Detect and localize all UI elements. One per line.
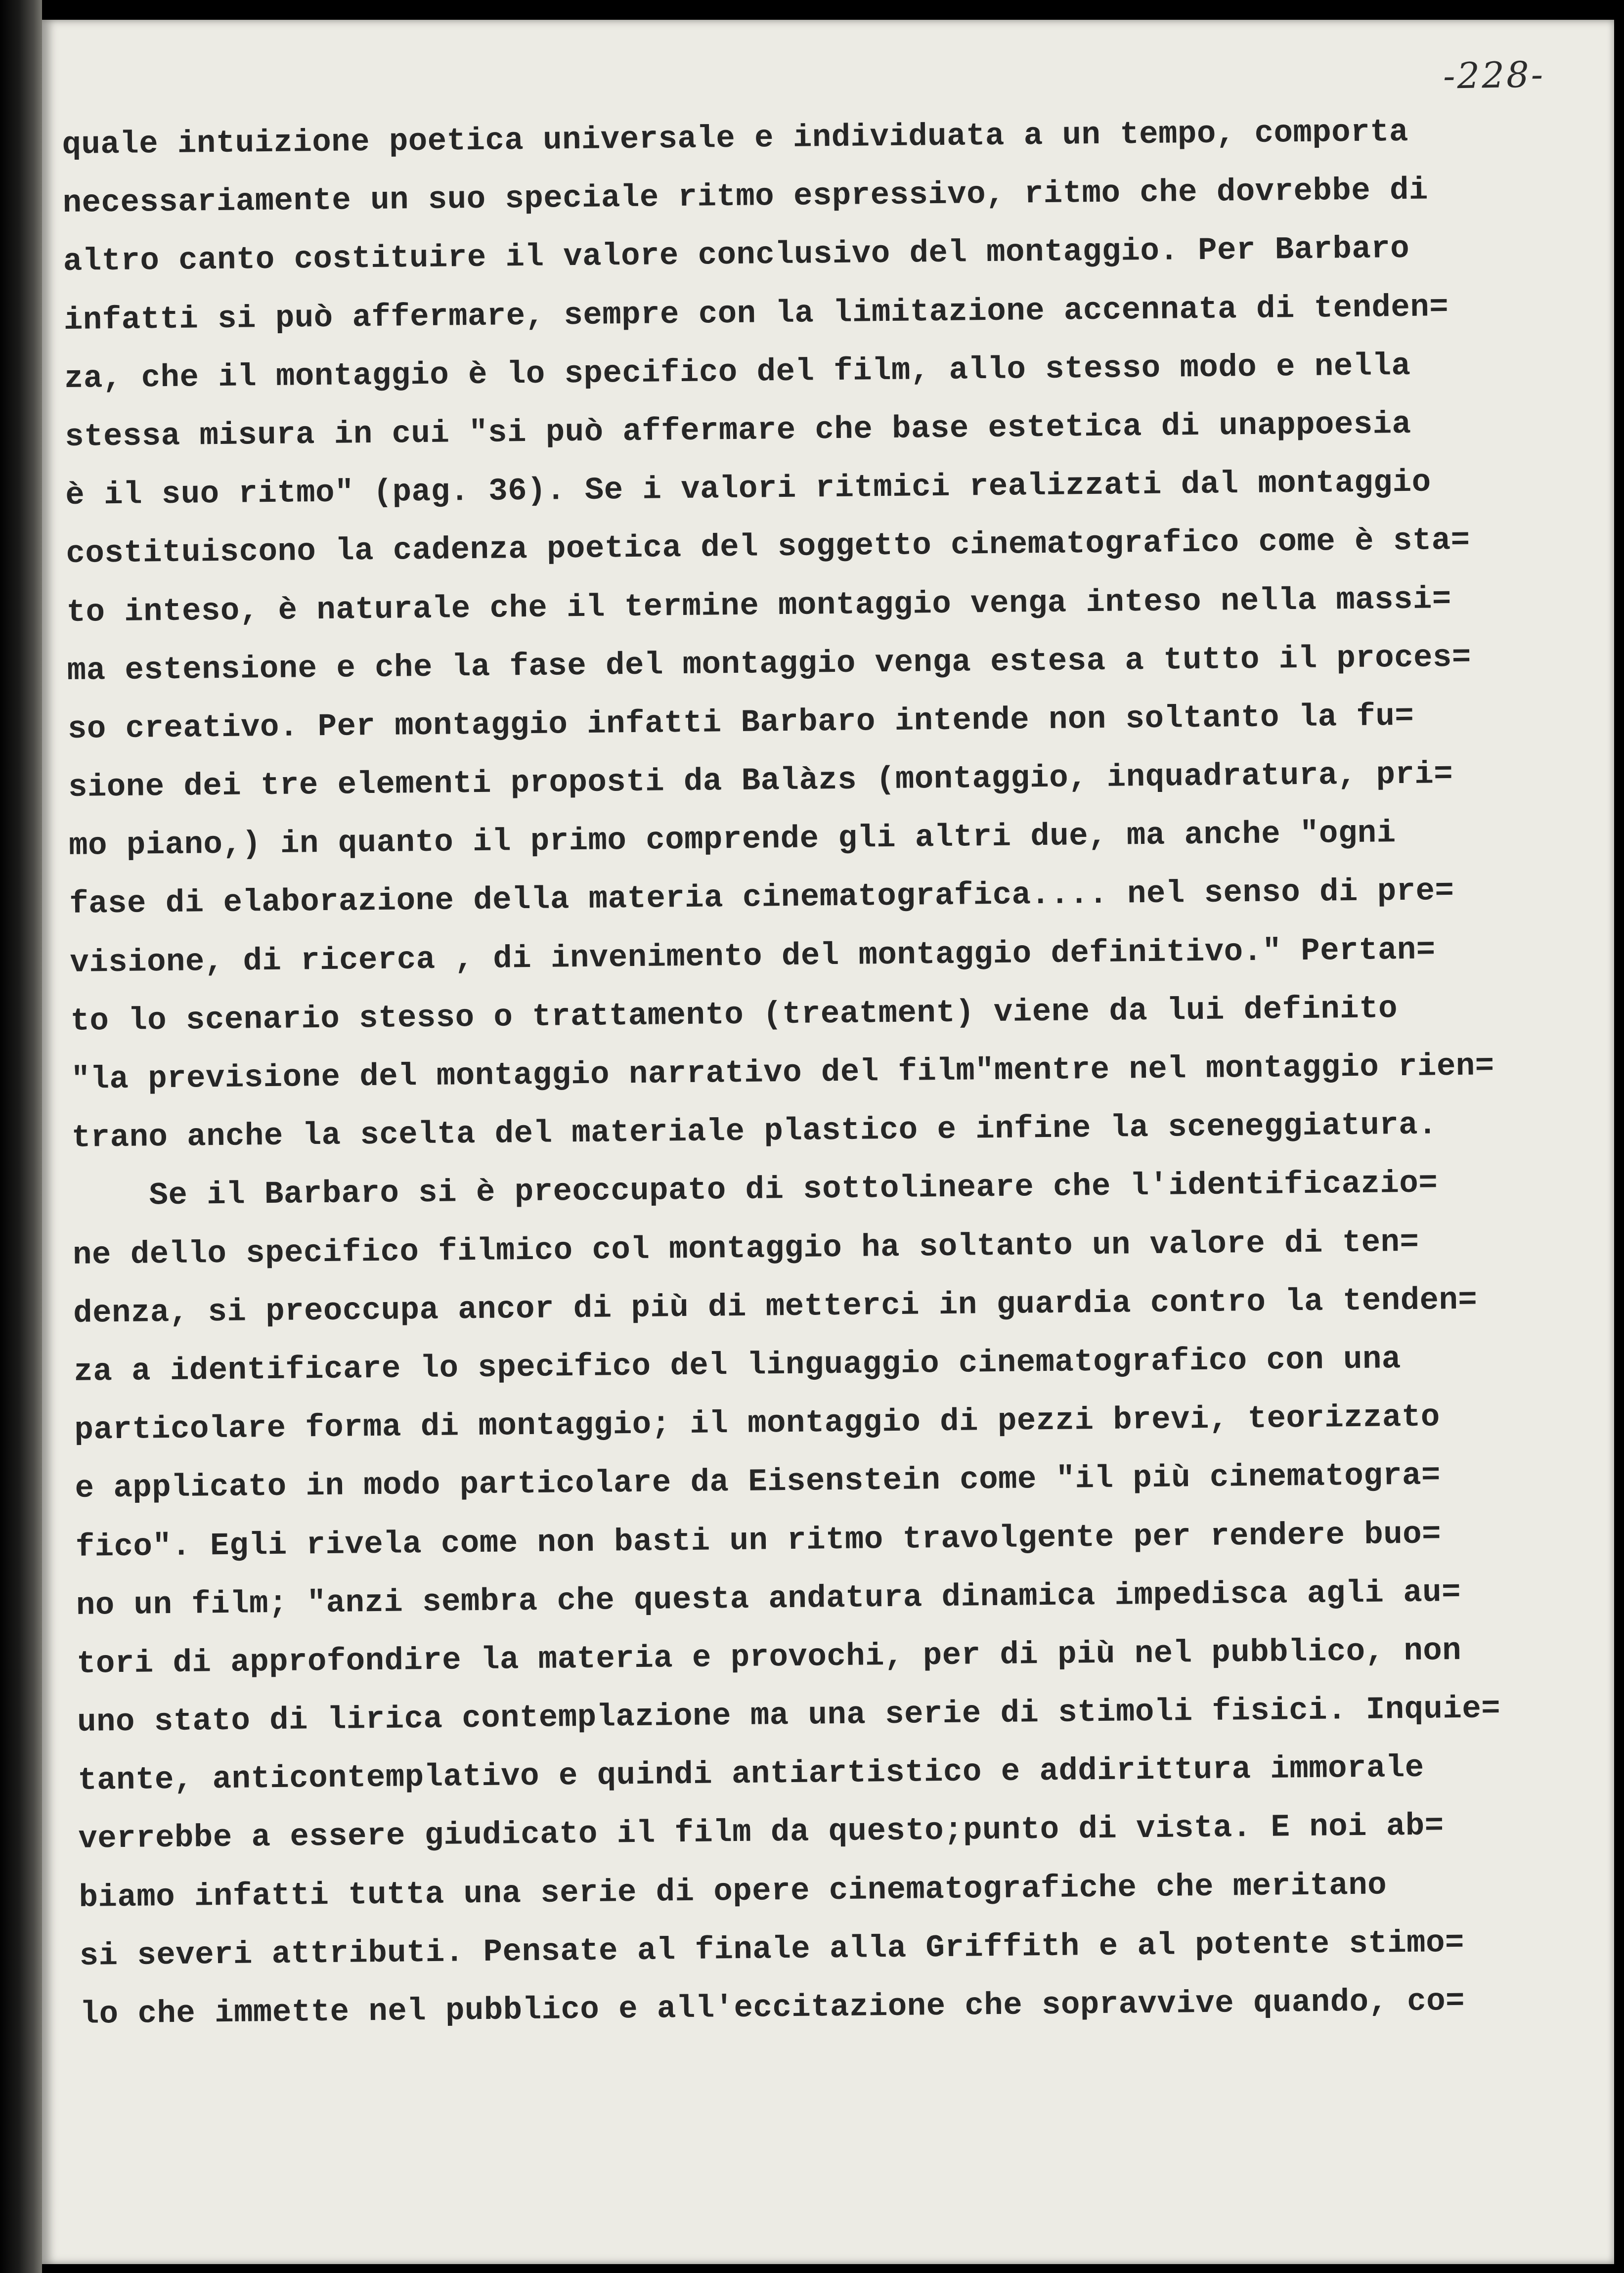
text-line: "la previsione del montaggio narrativo del film"mentre nel montaggio rien=	[71, 1049, 1494, 1098]
text-line: verrebbe a essere giudicato il film da questo;punto di vista. E noi ab=	[78, 1808, 1445, 1858]
text-line: tante, anticontemplativo e quindi antiartistico e addirittura immorale	[77, 1750, 1424, 1799]
text-line: necessariamente un suo speciale ritmo espressivo, ritmo che dovrebbe di	[62, 173, 1429, 222]
binding-edge	[0, 0, 42, 2273]
text-line: mo piano,) in quanto il primo comprende gli altri due, ma anche "ogni	[68, 816, 1396, 865]
text-line: infatti si può affermare, sempre con la limitazione accennata di tenden=	[63, 289, 1449, 339]
text-line: so creativo. Per montaggio infatti Barbaro intende non soltanto la fu=	[67, 699, 1414, 747]
text-line: trano anche la scelta del materiale plastico e infine la sceneggiatura.	[71, 1107, 1438, 1157]
text-line: costituiscono la cadenza poetica del soggetto cinematografico come è sta=	[66, 523, 1470, 572]
text-line: fase di elaborazione della materia cinematografica.... nel senso di pre=	[69, 874, 1454, 923]
text-line: to lo scenario stesso o trattamento (treatment) viene da lui definito	[70, 991, 1398, 1040]
text-line: lo che immette nel pubblico e all'eccitazione che sopravvive quando, co=	[80, 1983, 1465, 2033]
text-line: quale intuizione poetica universale e individuata a un tempo, comporta	[62, 114, 1409, 163]
text-line: to inteso, è naturale che il termine montaggio venga inteso nella massi=	[66, 581, 1452, 631]
text-line: ne dello specifico filmico col montaggio ha soltanto un valore di ten=	[72, 1224, 1419, 1273]
text-line: stessa misura in cui "si può affermare che base estetica di unappoesia	[64, 406, 1411, 455]
text-line: si severi attributi. Pensate al finale alla Griffith e al potente stimo=	[79, 1925, 1465, 1974]
typescript-page	[42, 20, 1614, 2264]
text-line: e applicato in modo particolare da Eisenstein come "il più cinematogra=	[75, 1458, 1441, 1507]
text-line: uno stato di lirica contemplazione ma una serie di stimoli fisici. Inquie=	[77, 1691, 1501, 1741]
text-line: sione dei tre elementi proposti da Balàzs (montaggio, inquadratura, pri=	[68, 757, 1453, 806]
page-number: -228-	[1443, 53, 1545, 97]
text-line: fico". Egli rivela come non basti un ritmo travolgente per rendere buo=	[75, 1516, 1442, 1566]
text-line: particolare forma di montaggio; il montaggio di pezzi brevi, teorizzato	[74, 1399, 1441, 1449]
text-line: altro canto costituire il valore conclusivo del montaggio. Per Barbaro	[63, 231, 1410, 280]
text-line: no un film; "anzi sembra che questa andatura dinamica impedisca agli au=	[76, 1574, 1461, 1624]
text-line: ma estensione e che la fase del montaggio venga estesa a tutto il proces=	[67, 640, 1472, 689]
text-line: è il suo ritmo" (pag. 36). Se i valori ritmici realizzati dal montaggio	[65, 465, 1431, 514]
text-line: denza, si preoccupa ancor di più di metterci in guardia contro la tenden=	[73, 1282, 1478, 1332]
text-line: tori di approfondire la materia e provochi, per di più nel pubblico, non	[76, 1633, 1462, 1682]
text-line: biamo infatti tutta una serie di opere cinematografiche che meritano	[79, 1868, 1387, 1916]
typescript-body	[62, 101, 1603, 2093]
text-line: za, che il montaggio è lo specifico del film, allo stesso modo e nella	[64, 348, 1411, 397]
text-line: Se il Barbaro si è preoccupato di sottolineare che l'identificazio=	[72, 1166, 1438, 1215]
text-line: visione, di ricerca , di invenimento del montaggio definitivo." Pertan=	[70, 932, 1436, 981]
text-line: za a identificare lo specifico del linguaggio cinematografico con una	[74, 1342, 1402, 1390]
